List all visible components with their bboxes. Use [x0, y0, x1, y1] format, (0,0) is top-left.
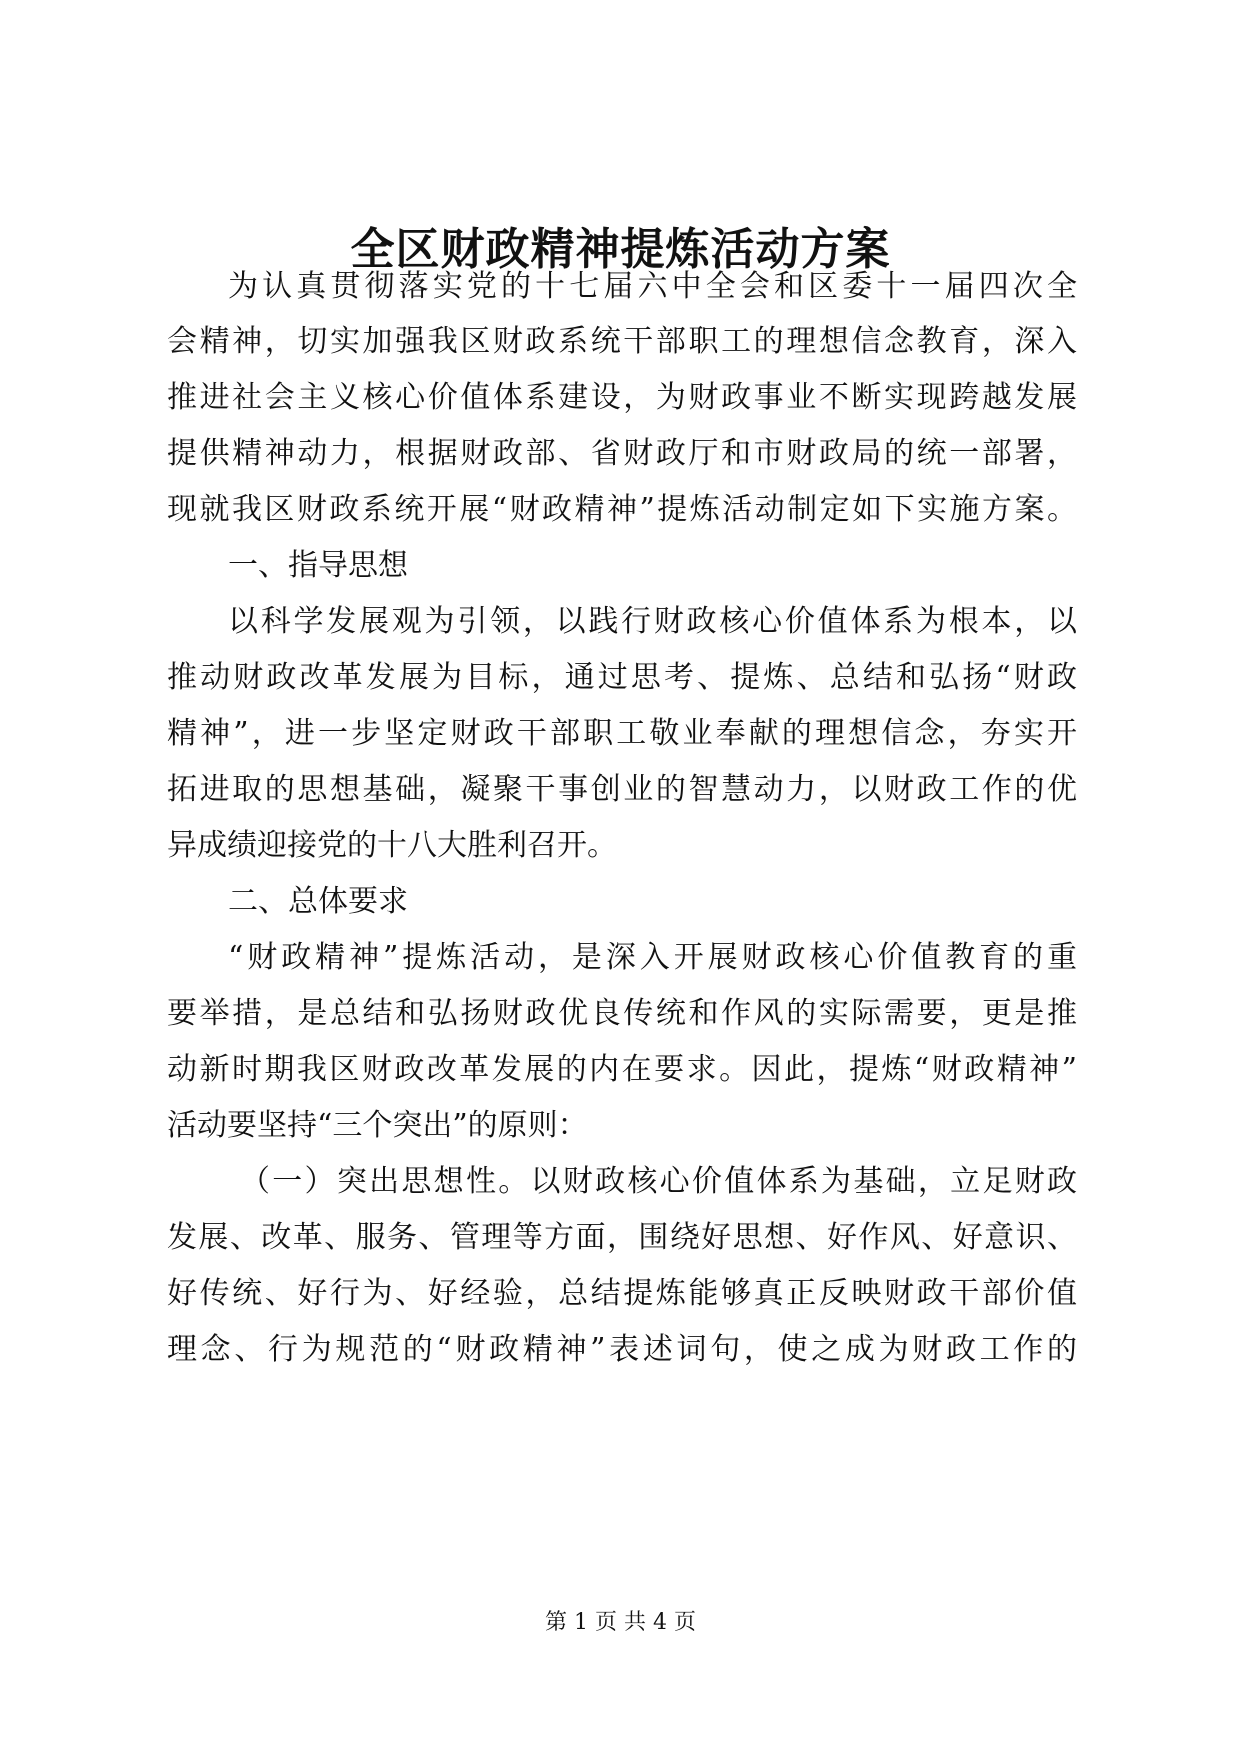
- page-number-footer: 第 1 页 共 4 页: [545, 1610, 696, 1635]
- body-line: 提供精神动力，根据财政部、省财政厅和市财政局的统一部署，: [167, 436, 1077, 471]
- body-line: 精神”，进一步坚定财政干部职工敬业奉献的理想信念，夯实开: [167, 716, 1077, 751]
- body-line: （一）突出思想性。以财政核心价值体系为基础，立足财政: [240, 1164, 1077, 1199]
- body-line: 以科学发展观为引领，以践行财政核心价值体系为根本，以: [228, 604, 1077, 639]
- body-line: 活动要坚持“三个突出”的原则：: [167, 1108, 588, 1143]
- body-line: 动新时期我区财政改革发展的内在要求。因此，提炼“财政精神”: [167, 1052, 1077, 1087]
- body-line: 拓进取的思想基础，凝聚干事创业的智慧动力，以财政工作的优: [167, 772, 1077, 807]
- body-line: 推动财政改革发展为目标，通过思考、提炼、总结和弘扬“财政: [167, 660, 1077, 695]
- body-line: 现就我区财政系统开展“财政精神”提炼活动制定如下实施方案。: [167, 492, 1077, 527]
- body-line: 为认真贯彻落实党的十七届六中全会和区委十一届四次全: [228, 269, 1077, 304]
- body-line: 推进社会主义核心价值体系建设，为财政事业不断实现跨越发展: [167, 380, 1077, 415]
- body-line: 理念、行为规范的“财政精神”表述词句，使之成为财政工作的: [167, 1332, 1077, 1367]
- body-line: 好传统、好行为、好经验，总结提炼能够真正反映财政干部价值: [167, 1276, 1077, 1311]
- section-heading: 二、总体要求: [228, 884, 408, 919]
- body-line: 异成绩迎接党的十八大胜利召开。: [167, 828, 617, 863]
- body-line: 要举措，是总结和弘扬财政优良传统和作风的实际需要，更是推: [167, 996, 1077, 1031]
- section-heading: 一、指导思想: [228, 548, 408, 583]
- body-line: 发展、改革、服务、管理等方面，围绕好思想、好作风、好意识、: [167, 1220, 1077, 1255]
- body-line: 会精神，切实加强我区财政系统干部职工的理想信念教育，深入: [167, 324, 1077, 359]
- document-title: 全区财政精神提炼活动方案: [350, 224, 891, 275]
- body-line: “财政精神”提炼活动，是深入开展财政核心价值教育的重: [228, 940, 1077, 975]
